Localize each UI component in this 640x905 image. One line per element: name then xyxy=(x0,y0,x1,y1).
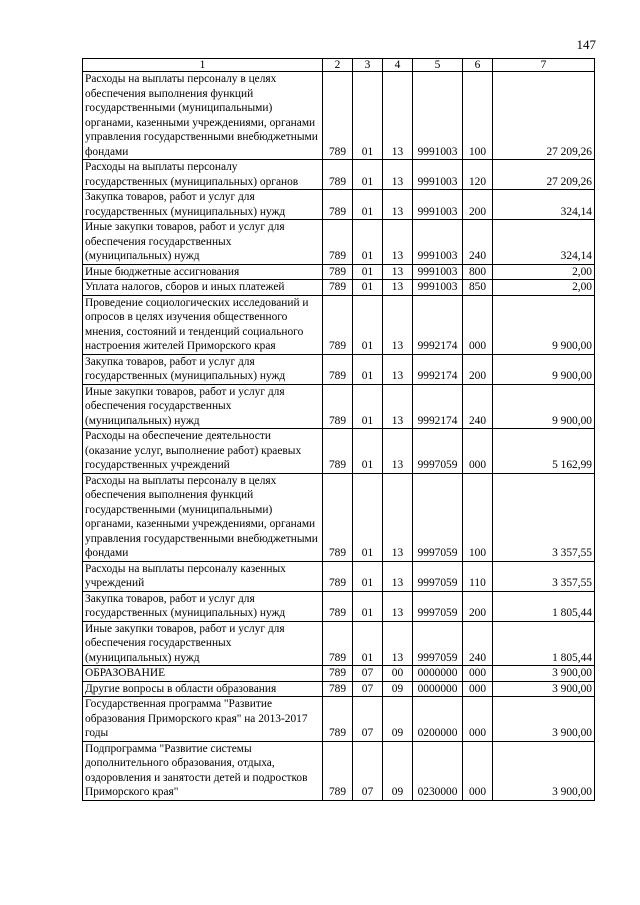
table-row xyxy=(83,354,595,384)
cell-expense-type: 200 xyxy=(463,591,493,621)
budget-table xyxy=(82,58,595,801)
table-row xyxy=(83,384,595,429)
cell-name: ОБРАЗОВАНИЕ xyxy=(83,666,323,682)
cell-section: 01 xyxy=(353,264,383,280)
cell-target-article: 9997059 xyxy=(413,621,463,666)
cell-name: Иные закупки товаров, работ и услуг для обеспечения государственных (муниципальных) нужд xyxy=(83,220,323,265)
cell-target-article: 9991003 xyxy=(413,160,463,190)
cell-amount: 27 209,26 xyxy=(493,160,595,190)
cell-target-article: 9991003 xyxy=(413,190,463,220)
table-body xyxy=(83,72,595,801)
cell-subsection: 13 xyxy=(383,280,413,296)
cell-target-article: 9997059 xyxy=(413,429,463,474)
cell-expense-type: 240 xyxy=(463,384,493,429)
cell-subsection: 09 xyxy=(383,681,413,697)
table-row xyxy=(83,295,595,354)
cell-ved: 789 xyxy=(323,473,353,561)
cell-name: Расходы на выплаты персоналу в целях обеспечения выполнения функций государственными (муниципальными) органами, казенными учреждениями, органами управления государственными внебюджетными фондами xyxy=(83,72,323,160)
cell-amount: 324,14 xyxy=(493,190,595,220)
table-row xyxy=(83,72,595,160)
table-row xyxy=(83,190,595,220)
cell-subsection: 13 xyxy=(383,473,413,561)
cell-expense-type: 000 xyxy=(463,681,493,697)
cell-amount: 3 357,55 xyxy=(493,561,595,591)
cell-subsection: 09 xyxy=(383,697,413,742)
cell-ved: 789 xyxy=(323,160,353,190)
cell-target-article: 9997059 xyxy=(413,591,463,621)
cell-amount: 3 900,00 xyxy=(493,741,595,800)
cell-ved: 789 xyxy=(323,295,353,354)
cell-section: 01 xyxy=(353,295,383,354)
table-row xyxy=(83,666,595,682)
cell-subsection: 09 xyxy=(383,741,413,800)
cell-name: Иные бюджетные ассигнования xyxy=(83,264,323,280)
cell-expense-type: 240 xyxy=(463,621,493,666)
cell-section: 01 xyxy=(353,354,383,384)
cell-amount: 2,00 xyxy=(493,264,595,280)
cell-ved: 789 xyxy=(323,621,353,666)
cell-expense-type: 850 xyxy=(463,280,493,296)
table-row xyxy=(83,160,595,190)
cell-amount: 2,00 xyxy=(493,280,595,296)
cell-expense-type: 200 xyxy=(463,354,493,384)
cell-subsection: 13 xyxy=(383,160,413,190)
cell-section: 01 xyxy=(353,591,383,621)
table-row xyxy=(83,697,595,742)
cell-section: 01 xyxy=(353,280,383,296)
cell-amount: 9 900,00 xyxy=(493,295,595,354)
cell-subsection: 00 xyxy=(383,666,413,682)
cell-amount: 9 900,00 xyxy=(493,384,595,429)
cell-name: Расходы на выплаты персоналу в целях обеспечения выполнения функций государственными (муниципальными) органами, казенными учреждениями, органами управления государственными внебюджетными фондами xyxy=(83,473,323,561)
cell-name: Закупка товаров, работ и услуг для государственных (муниципальных) нужд xyxy=(83,591,323,621)
cell-ved: 789 xyxy=(323,429,353,474)
column-header: 5 xyxy=(413,59,463,72)
cell-expense-type: 110 xyxy=(463,561,493,591)
table-row xyxy=(83,264,595,280)
table-row xyxy=(83,473,595,561)
cell-target-article: 9991003 xyxy=(413,280,463,296)
cell-name: Закупка товаров, работ и услуг для государственных (муниципальных) нужд xyxy=(83,354,323,384)
cell-target-article: 9997059 xyxy=(413,561,463,591)
cell-name: Закупка товаров, работ и услуг для государственных (муниципальных) нужд xyxy=(83,190,323,220)
cell-target-article: 0000000 xyxy=(413,681,463,697)
cell-name: Уплата налогов, сборов и иных платежей xyxy=(83,280,323,296)
cell-name: Расходы на обеспечение деятельности (оказание услуг, выполнение работ) краевых государственных учреждений xyxy=(83,429,323,474)
cell-section: 01 xyxy=(353,473,383,561)
table-row xyxy=(83,280,595,296)
cell-name: Расходы на выплаты персоналу государственных (муниципальных) органов xyxy=(83,160,323,190)
cell-amount: 3 900,00 xyxy=(493,681,595,697)
cell-ved: 789 xyxy=(323,280,353,296)
cell-ved: 789 xyxy=(323,72,353,160)
cell-amount: 1 805,44 xyxy=(493,621,595,666)
cell-expense-type: 000 xyxy=(463,666,493,682)
table-row xyxy=(83,561,595,591)
column-header: 6 xyxy=(463,59,493,72)
cell-amount: 27 209,26 xyxy=(493,72,595,160)
cell-target-article: 9991003 xyxy=(413,220,463,265)
table-row xyxy=(83,741,595,800)
cell-subsection: 13 xyxy=(383,591,413,621)
cell-amount: 1 805,44 xyxy=(493,591,595,621)
cell-amount: 5 162,99 xyxy=(493,429,595,474)
cell-subsection: 13 xyxy=(383,354,413,384)
cell-section: 01 xyxy=(353,621,383,666)
column-header: 2 xyxy=(323,59,353,72)
cell-subsection: 13 xyxy=(383,295,413,354)
cell-subsection: 13 xyxy=(383,72,413,160)
cell-section: 01 xyxy=(353,561,383,591)
cell-expense-type: 800 xyxy=(463,264,493,280)
cell-amount: 324,14 xyxy=(493,220,595,265)
cell-ved: 789 xyxy=(323,666,353,682)
table-row xyxy=(83,429,595,474)
cell-amount: 9 900,00 xyxy=(493,354,595,384)
cell-section: 01 xyxy=(353,72,383,160)
cell-expense-type: 000 xyxy=(463,429,493,474)
cell-expense-type: 000 xyxy=(463,741,493,800)
cell-section: 01 xyxy=(353,190,383,220)
cell-name: Иные закупки товаров, работ и услуг для обеспечения государственных (муниципальных) нужд xyxy=(83,621,323,666)
cell-expense-type: 200 xyxy=(463,190,493,220)
table-row xyxy=(83,591,595,621)
page-number: 147 xyxy=(576,37,596,52)
cell-name: Подпрограмма "Развитие системы дополнительного образования, отдыха, оздоровления и занятости детей и подростков Приморского края" xyxy=(83,741,323,800)
cell-ved: 789 xyxy=(323,697,353,742)
cell-target-article: 0000000 xyxy=(413,666,463,682)
cell-target-article: 9991003 xyxy=(413,72,463,160)
cell-section: 01 xyxy=(353,220,383,265)
cell-ved: 789 xyxy=(323,591,353,621)
cell-target-article: 9992174 xyxy=(413,384,463,429)
cell-name: Государственная программа "Развитие образования Приморского края" на 2013-2017 годы xyxy=(83,697,323,742)
cell-expense-type: 100 xyxy=(463,473,493,561)
column-header: 1 xyxy=(83,59,323,72)
cell-expense-type: 000 xyxy=(463,295,493,354)
cell-subsection: 13 xyxy=(383,429,413,474)
column-header: 3 xyxy=(353,59,383,72)
cell-target-article: 9991003 xyxy=(413,264,463,280)
cell-ved: 789 xyxy=(323,681,353,697)
cell-name: Иные закупки товаров, работ и услуг для обеспечения государственных (муниципальных) нужд xyxy=(83,384,323,429)
header-row xyxy=(83,59,595,72)
cell-section: 01 xyxy=(353,384,383,429)
cell-target-article: 9992174 xyxy=(413,295,463,354)
column-header: 4 xyxy=(383,59,413,72)
cell-ved: 789 xyxy=(323,384,353,429)
table-row xyxy=(83,621,595,666)
cell-ved: 789 xyxy=(323,220,353,265)
cell-section: 07 xyxy=(353,741,383,800)
cell-expense-type: 120 xyxy=(463,160,493,190)
table-row xyxy=(83,681,595,697)
cell-section: 07 xyxy=(353,697,383,742)
table-row xyxy=(83,220,595,265)
cell-subsection: 13 xyxy=(383,220,413,265)
cell-subsection: 13 xyxy=(383,384,413,429)
cell-target-article: 9992174 xyxy=(413,354,463,384)
cell-target-article: 0200000 xyxy=(413,697,463,742)
cell-ved: 789 xyxy=(323,354,353,384)
cell-section: 07 xyxy=(353,681,383,697)
cell-ved: 789 xyxy=(323,190,353,220)
cell-amount: 3 900,00 xyxy=(493,697,595,742)
cell-ved: 789 xyxy=(323,741,353,800)
cell-name: Проведение социологических исследований и опросов в целях изучения общественного мнения, состояний и тенденций социального настроения жителей Приморского края xyxy=(83,295,323,354)
cell-target-article: 9997059 xyxy=(413,473,463,561)
cell-subsection: 13 xyxy=(383,621,413,666)
cell-name: Другие вопросы в области образования xyxy=(83,681,323,697)
cell-name: Расходы на выплаты персоналу казенных учреждений xyxy=(83,561,323,591)
cell-subsection: 13 xyxy=(383,561,413,591)
cell-section: 01 xyxy=(353,160,383,190)
cell-section: 07 xyxy=(353,666,383,682)
cell-target-article: 0230000 xyxy=(413,741,463,800)
cell-expense-type: 000 xyxy=(463,697,493,742)
cell-amount: 3 900,00 xyxy=(493,666,595,682)
cell-amount: 3 357,55 xyxy=(493,473,595,561)
column-header: 7 xyxy=(493,59,595,72)
cell-subsection: 13 xyxy=(383,264,413,280)
cell-expense-type: 100 xyxy=(463,72,493,160)
cell-ved: 789 xyxy=(323,264,353,280)
cell-subsection: 13 xyxy=(383,190,413,220)
cell-section: 01 xyxy=(353,429,383,474)
cell-expense-type: 240 xyxy=(463,220,493,265)
cell-ved: 789 xyxy=(323,561,353,591)
